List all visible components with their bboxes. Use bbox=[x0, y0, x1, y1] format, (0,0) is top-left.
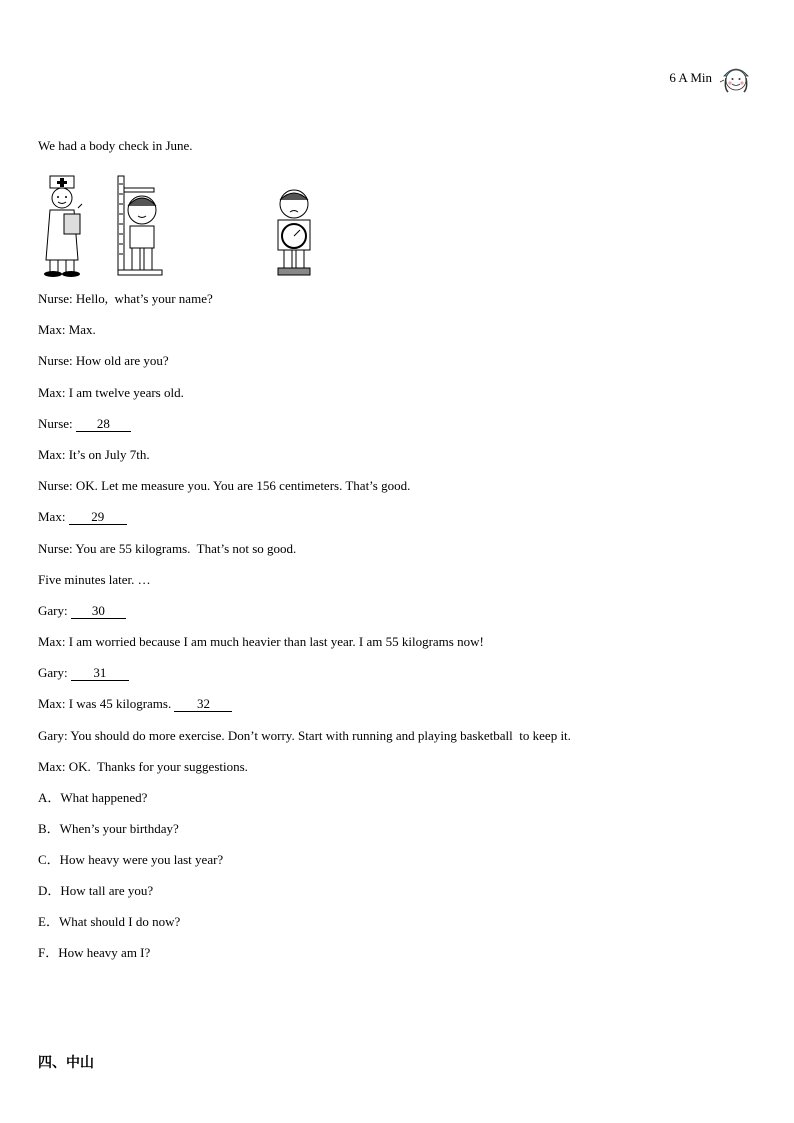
dialogue-line: Nurse: OK. Let me measure you. You are 156 centimeters. That’s good. bbox=[38, 478, 411, 494]
dialogue-line: Max: OK. Thanks for your suggestions. bbox=[38, 758, 248, 774]
intro-sentence: We had a body check in June. bbox=[38, 138, 193, 153]
height-measure-icon bbox=[116, 174, 236, 278]
option-item: E．What should I do now? bbox=[38, 914, 181, 930]
dialogue-line: Gary: 30 bbox=[38, 602, 758, 633]
option-item: C．How heavy were you last year? bbox=[38, 852, 224, 868]
header-text: 6 A Min bbox=[669, 70, 712, 85]
dialogue-line: Nurse: How old are you? bbox=[38, 353, 169, 369]
dialogue-line: Five minutes later. … bbox=[38, 571, 151, 587]
dialogue-line: Max: 29 bbox=[38, 508, 758, 539]
dialogue-line: Gary: 31 bbox=[38, 664, 758, 695]
answer-blank[interactable]: 32 bbox=[174, 697, 232, 712]
answer-blank[interactable]: 29 bbox=[69, 510, 127, 525]
dialogue-line: Max: I am twelve years old. bbox=[38, 384, 184, 400]
dialogue-line: Nurse: Hello, what’s your name? bbox=[38, 291, 213, 306]
dialogue-line: Nurse: 28 bbox=[38, 415, 758, 446]
nurse-icon bbox=[38, 174, 86, 278]
body-check-illustration bbox=[38, 168, 758, 278]
dialogue-line: Max: I am worried because I am much heavier than last year. I am 55 kilograms now! bbox=[38, 634, 484, 650]
answer-options bbox=[38, 789, 758, 976]
option-item: B．When’s your birthday? bbox=[38, 821, 179, 837]
option-item: A．What happened? bbox=[38, 790, 148, 805]
section-title: 四、中山 bbox=[38, 1055, 94, 1071]
option-item: D．How tall are you? bbox=[38, 883, 154, 899]
dialogue-line: Max: Max. bbox=[38, 322, 96, 338]
dialogue-line: Nurse: You are 55 kilograms. That’s not so good. bbox=[38, 540, 297, 556]
page-header bbox=[669, 60, 754, 96]
boy-with-scale-icon bbox=[266, 174, 326, 278]
answer-blank[interactable]: 31 bbox=[71, 666, 129, 681]
dialogue bbox=[38, 290, 758, 789]
dialogue-line: Gary: You should do more exercise. Don’t worry. Start with running and playing basketball to keep it. bbox=[38, 727, 571, 743]
girl-doctor-logo-icon bbox=[718, 60, 754, 96]
answer-blank[interactable]: 30 bbox=[71, 604, 126, 619]
dialogue-line: Max: It’s on July 7th. bbox=[38, 446, 150, 462]
dialogue-line: Max: I was 45 kilograms. 32 bbox=[38, 695, 758, 726]
worksheet-content bbox=[38, 138, 758, 976]
answer-blank[interactable]: 28 bbox=[76, 417, 131, 432]
option-item: F．How heavy am I? bbox=[38, 945, 151, 961]
